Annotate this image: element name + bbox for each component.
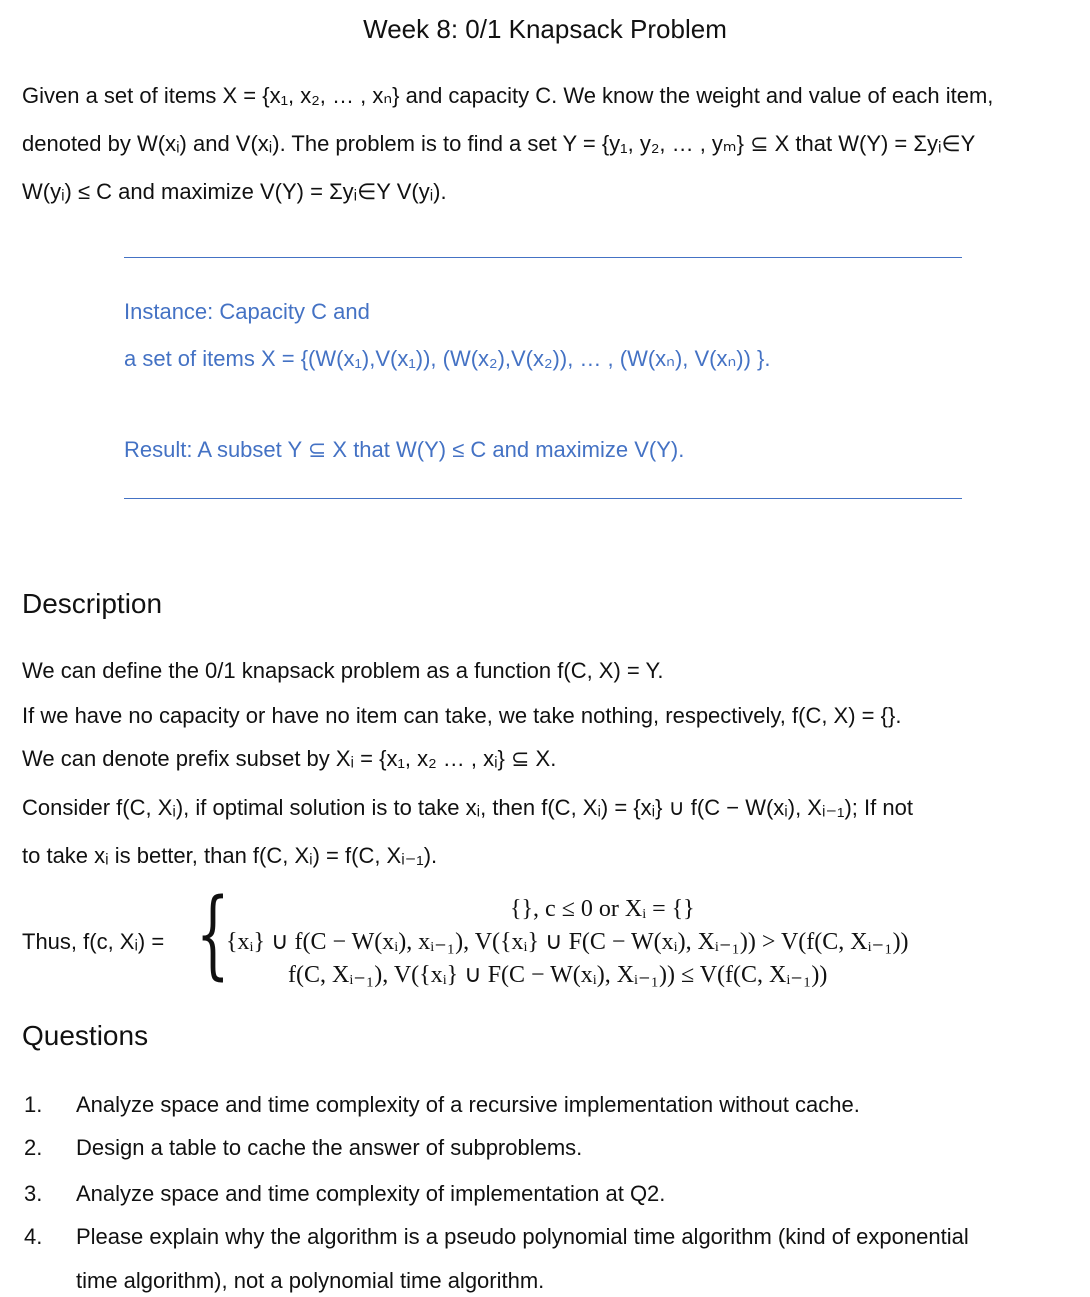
page-title: Week 8: 0/1 Knapsack Problem xyxy=(363,14,727,44)
question-2-text: Design a table to cache the answer of subproblems. xyxy=(76,1135,583,1160)
description-line-4: Consider f(C, Xᵢ), if optimal solution is to take xᵢ, then f(C, Xᵢ) = {xᵢ} ∪ f(C − W(xᵢ), Xᵢ₋₁); If not xyxy=(22,795,913,820)
question-4-text: Please explain why the algorithm is a pseudo polynomial time algorithm (kind of exponential xyxy=(76,1224,969,1249)
box-bottom-rule xyxy=(124,498,962,499)
question-1-number: 1. xyxy=(24,1092,43,1117)
description-heading: Description xyxy=(22,588,163,619)
left-brace: { xyxy=(196,878,230,990)
description-line-2: If we have no capacity or have no item can take, we take nothing, respectively, f(C, X) = {}. xyxy=(22,703,902,728)
question-4-number: 4. xyxy=(24,1224,43,1249)
intro-line-1: Given a set of items X = {x₁, x₂, … , xₙ} and capacity C. We know the weight and value of each item, xyxy=(22,83,994,108)
case-1: {}, c ≤ 0 or Xᵢ = {} xyxy=(510,896,695,922)
instance-line-2: a set of items X = {(W(x₁),V(x₁)), (W(x₂),V(x₂)), … , (W(xₙ), V(xₙ)) }. xyxy=(124,346,771,371)
description-line-5: to take xᵢ is better, than f(C, Xᵢ) = f(C, Xᵢ₋₁). xyxy=(22,843,438,868)
question-4-text-continued: time algorithm), not a polynomial time algorithm. xyxy=(76,1268,545,1293)
box-top-rule xyxy=(124,257,962,258)
question-3-text: Analyze space and time complexity of implementation at Q2. xyxy=(76,1181,666,1206)
description-line-1: We can define the 0/1 knapsack problem as a function f(C, X) = Y. xyxy=(22,658,664,683)
thus-label: Thus, f(c, Xᵢ) = xyxy=(22,929,165,954)
question-3-number: 3. xyxy=(24,1181,43,1206)
intro-line-3: W(yᵢ) ≤ C and maximize V(Y) = Σyᵢ∈Y V(yᵢ). xyxy=(22,179,447,204)
question-2-number: 2. xyxy=(24,1135,43,1160)
question-1-text: Analyze space and time complexity of a recursive implementation without cache. xyxy=(76,1092,860,1117)
instance-line-1: Instance: Capacity C and xyxy=(124,299,370,324)
case-2: {xᵢ} ∪ f(C − W(xᵢ), xᵢ₋₁), V({xᵢ} ∪ F(C − W(xᵢ), Xᵢ₋₁)) > V(f(C, Xᵢ₋₁)) xyxy=(226,929,909,955)
description-line-3: We can denote prefix subset by Xᵢ = {x₁, x₂ … , xᵢ} ⊆ X. xyxy=(22,746,557,771)
case-3: f(C, Xᵢ₋₁), V({xᵢ} ∪ F(C − W(xᵢ), Xᵢ₋₁)) ≤ V(f(C, Xᵢ₋₁)) xyxy=(288,962,828,988)
intro-line-2: denoted by W(xᵢ) and V(xᵢ). The problem is to find a set Y = {y₁, y₂, … , yₘ} ⊆ X that W(Y) = Σyᵢ∈Y xyxy=(22,131,976,156)
result-line: Result: A subset Y ⊆ X that W(Y) ≤ C and maximize V(Y). xyxy=(124,437,685,462)
questions-heading: Questions xyxy=(22,1020,149,1051)
